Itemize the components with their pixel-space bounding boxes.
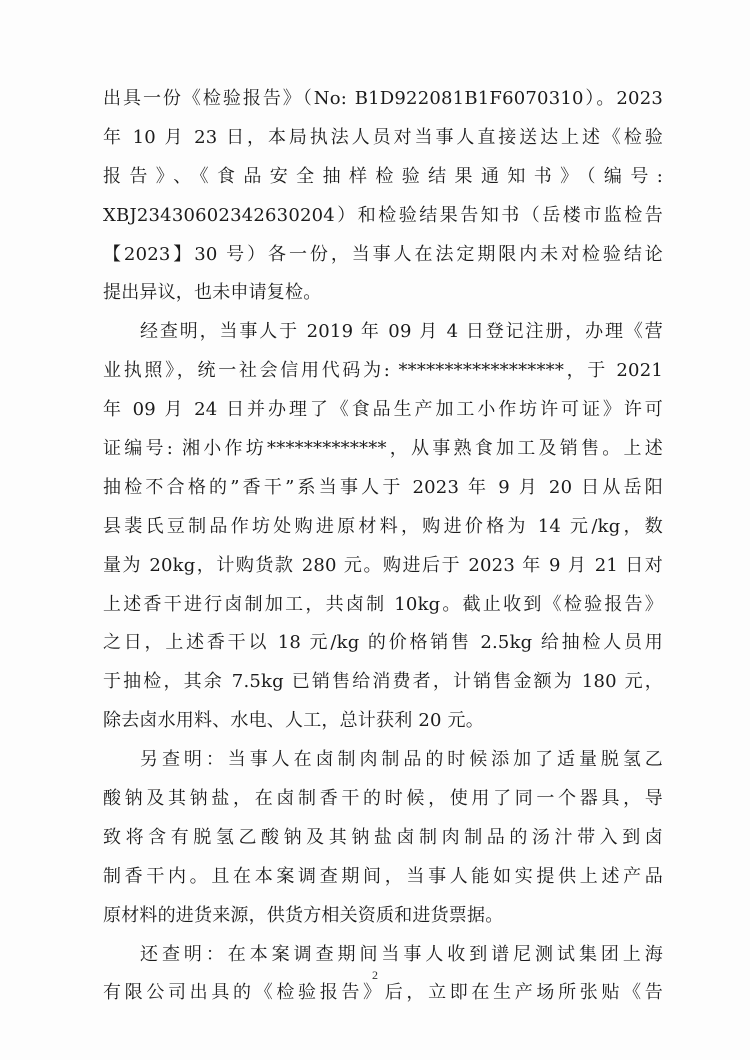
text-line: XBJ23430602342630204）和检验结果告知书（岳楼市监检告 <box>103 204 663 226</box>
text-line: 【2023】30 号）各一份，当事人在法定期限内未对检验结论 <box>103 243 663 265</box>
text-line: 年 09 月 24 日并办理了《食品生产加工小作坊许可证》许可 <box>103 399 663 421</box>
text-line: 原材料的进货来源，供货方相关资质和进货票据。 <box>103 904 504 926</box>
text-line: 出具一份《检验报告》（No: B1D922081B1F6070310）。2023 <box>103 88 663 109</box>
text-line: 制香干内。且在本案调查期间，当事人能如实提供上述产品 <box>103 865 663 887</box>
text-line: 报告》、《食品安全抽样检验结果通知书》（编号: <box>103 165 663 187</box>
text-line: 县裴氏豆制品作坊处购进原材料，购进价格为 14 元/kg，数 <box>103 515 663 537</box>
text-line: 经查明，当事人于 2019 年 09 月 4 日登记注册，办理《营 <box>140 321 663 343</box>
text-line: 还查明：在本案调查期间当事人收到谱尼测试集团上海 <box>140 943 663 965</box>
text-line: 除去卤水用料、水电、人工，总计获利 20 元。 <box>103 710 484 732</box>
text-line: 年 10 月 23 日，本局执法人员对当事人直接送达上述《检验 <box>103 126 663 148</box>
text-line: 之日，上述香干以 18 元/kg 的价格销售 2.5kg 给抽检人员用 <box>103 632 663 654</box>
text-line: 提出异议，也未申请复检。 <box>103 282 322 304</box>
text-line: 于抽检，其余 7.5kg 已销售给消费者，计销售金额为 180 元， <box>103 671 663 693</box>
text-line: 抽检不合格的”香干”系当事人于 2023 年 9 月 20 日从岳阳 <box>103 476 663 498</box>
page-number: 2 <box>372 968 378 982</box>
text-line: 另查明：当事人在卤制肉制品的时候添加了适量脱氢乙 <box>140 749 663 771</box>
text-line: 证编号: 湘小作坊*************，从事熟食加工及销售。上述 <box>103 438 663 460</box>
text-line: 量为 20kg，计购货款 280 元。购进后于 2023 年 9 月 21 日对 <box>103 554 663 576</box>
text-line: 致将含有脱氢乙酸钠及其钠盐卤制肉制品的汤汁带入到卤 <box>103 826 663 848</box>
text-line: 酸钠及其钠盐，在卤制香干的时候，使用了同一个器具，导 <box>103 788 663 810</box>
text-line: 有限公司出具的《检验报告》后，立即在生产场所张贴《告 <box>103 982 663 1004</box>
text-line: 业执照》，统一社会信用代码为: ******************，于 2021 <box>103 360 663 382</box>
text-line: 上述香干进行卤制加工，共卤制 10kg。截止收到《检验报告》 <box>103 593 663 615</box>
document-body <box>103 80 663 1013</box>
